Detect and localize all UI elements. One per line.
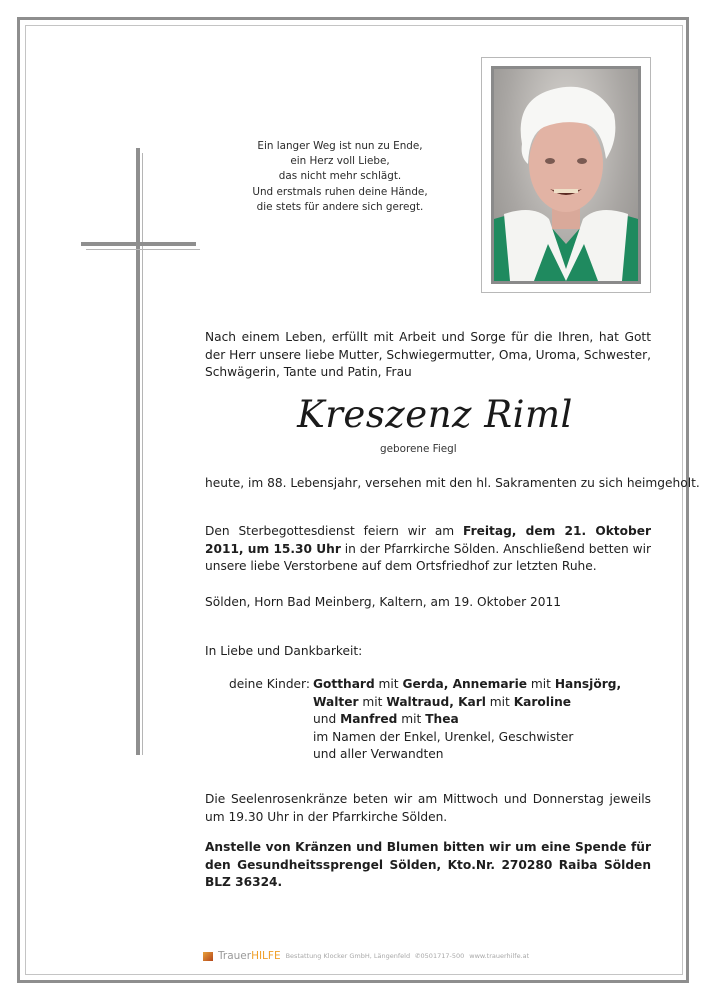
portrait-photo (491, 66, 641, 284)
mourners-line: Walter mit Waltraud, Karl mit Karoline (313, 694, 572, 709)
trauerhilfe-logo-icon (203, 952, 213, 961)
connector: und (313, 712, 337, 727)
place-date: Sölden, Horn Bad Meinberg, Kaltern, am 19. Oktober 2011 (205, 595, 562, 609)
intro-paragraph: Nach einem Leben, erfüllt mit Arbeit und Sorge für die Ihren, hat Gott der Herr unsere liebe Mutter, Schwiegermutter, Oma, Uroma, Schwester, Schwägerin, Tante und Patin, Frau (205, 330, 651, 380)
company-name: Bestattung Klocker GmbH, Längenfeld (285, 952, 411, 960)
deceased-name: Kreszenz Riml (297, 393, 573, 436)
gratitude-line: In Liebe und Dankbarkeit: (205, 644, 363, 658)
poem-line: die stets für andere sich geregt. (256, 200, 424, 213)
poem-line: ein Herz voll Liebe, (290, 155, 390, 168)
service-paragraph (205, 523, 651, 576)
spouse-name: Thea (425, 712, 459, 727)
mourners-line (313, 711, 621, 729)
website-link[interactable]: www.trauerhilfe.at (469, 952, 530, 960)
logo-text-hilfe: HILFE (251, 950, 281, 962)
age-line: heute, im 88. Lebensjahr, versehen mit den hl. Sakramenten zu sich heimgeholt. (205, 476, 700, 490)
connector: mit (401, 712, 422, 727)
phone-number: ✆0501717-500 (415, 952, 465, 960)
mourners-line: im Namen der Enkel, Urenkel, Geschwister (313, 729, 574, 744)
spouse-name: Gerda (402, 677, 444, 691)
spouse-name: Waltraud (386, 694, 450, 709)
child-name: Annemarie (452, 677, 528, 691)
cross-horizontal-bar (81, 242, 196, 246)
service-text: Den Sterbegottesdienst feiern wir am (205, 524, 464, 538)
child-name: Manfred (340, 712, 398, 727)
mourners-line: und aller Verwandten (313, 747, 444, 762)
connector: mit (530, 677, 551, 691)
poem (238, 139, 442, 215)
portrait-frame (481, 57, 651, 293)
connector: mit (489, 694, 510, 709)
cross-horizontal-shadow (86, 249, 200, 250)
donation-paragraph: Anstelle von Kränzen und Blumen bitten wir um eine Spende für den Gesundheitssprengel Sölden, Kto.Nr. 270280 Raiba Sölden BLZ 36324. (205, 840, 651, 890)
child-name: Walter (313, 694, 359, 709)
mourners-line: Gotthard mit Gerda, Annemarie mit Hansjörg, (313, 677, 622, 691)
connector: mit (362, 694, 383, 709)
poem-line: Ein langer Weg ist nun zu Ende, (257, 140, 423, 152)
poem-line: Und erstmals ruhen deine Hände, (252, 185, 428, 198)
spouse-name: Hansjörg (554, 677, 617, 691)
child-name: Karl (458, 694, 486, 709)
maiden-name: geborene Fiegl (380, 443, 457, 455)
service-datetime: Freitag, dem 21. Oktober 2011, um 15.30 Uhr (205, 524, 651, 556)
logo-text-trauer: Trauer (218, 950, 252, 962)
connector: mit (378, 677, 399, 691)
poem-line: das nicht mehr schlägt. (278, 170, 402, 183)
mourners-list (313, 676, 621, 764)
footer (203, 950, 529, 962)
portrait-illustration (494, 69, 638, 281)
children-label: deine Kinder: (229, 677, 310, 691)
cross-vertical-bar (136, 148, 140, 755)
rosary-paragraph: Die Seelenrosenkränze beten wir am Mittwoch und Donnerstag jeweils um 19.30 Uhr in der Pfarrkirche Sölden. (205, 792, 651, 824)
service-text: in der Pfarrkirche Sölden. Anschließend betten wir unsere liebe Verstorbene auf dem Ortsfriedhof zur letzten Ruhe. (205, 541, 651, 574)
spouse-name: Karoline (513, 694, 572, 709)
child-name: Gotthard (313, 677, 375, 691)
